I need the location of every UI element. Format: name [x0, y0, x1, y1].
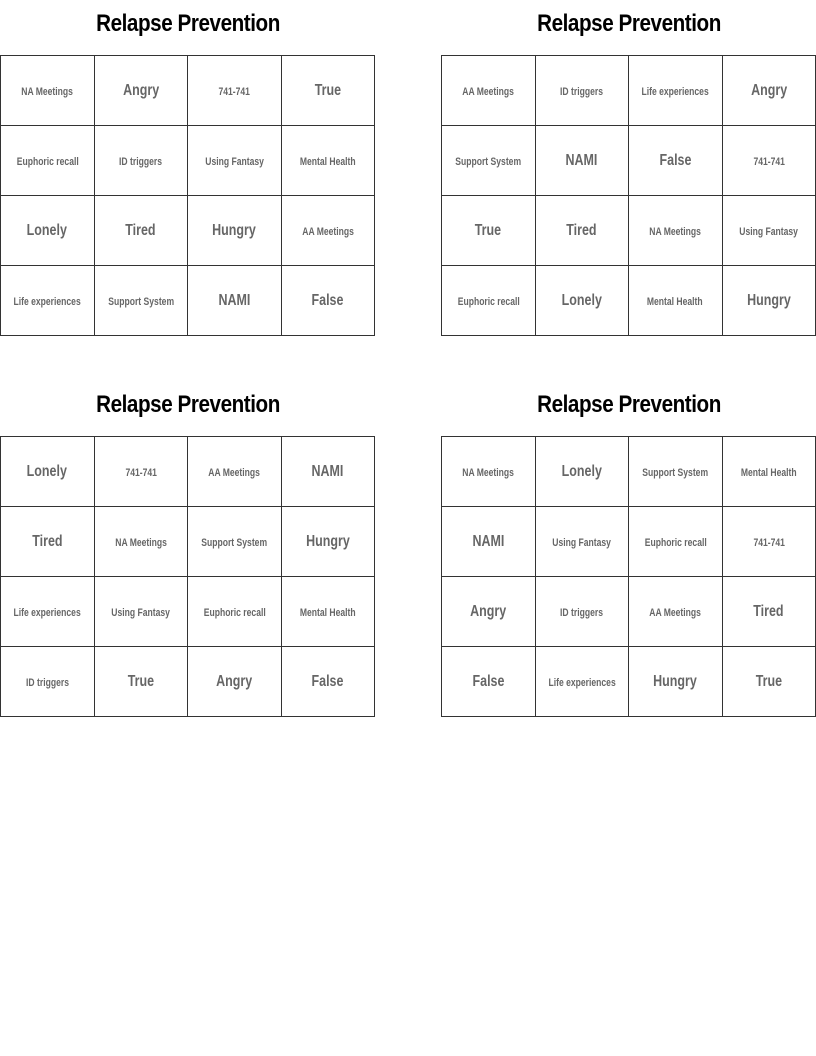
bingo-cell: Mental Health	[722, 437, 816, 507]
bingo-cell: False	[442, 647, 536, 717]
bingo-cell: False	[281, 647, 375, 717]
bingo-cell: False	[629, 126, 723, 196]
bingo-cell: NAMI	[535, 126, 629, 196]
bingo-cell: True	[281, 56, 375, 126]
card-title: Relapse Prevention	[537, 10, 721, 37]
bingo-grid	[0, 436, 375, 717]
bingo-cell: 741-741	[188, 56, 282, 126]
bingo-cell: Using Fantasy	[188, 126, 282, 196]
bingo-cell: Life experiences	[629, 56, 723, 126]
bingo-cell: NAMI	[281, 437, 375, 507]
bingo-cell: NA Meetings	[1, 56, 95, 126]
bingo-cell: Using Fantasy	[94, 577, 188, 647]
bingo-grid	[0, 55, 375, 336]
bingo-cell: Mental Health	[281, 126, 375, 196]
bingo-cell: Support System	[629, 437, 723, 507]
bingo-cell: Lonely	[535, 266, 629, 336]
bingo-cell: Hungry	[629, 647, 723, 717]
bingo-cell: ID triggers	[535, 56, 629, 126]
bingo-cell: Lonely	[1, 437, 95, 507]
bingo-cell: Tired	[1, 507, 95, 577]
bingo-cell: Hungry	[188, 196, 282, 266]
card-title: Relapse Prevention	[96, 391, 280, 418]
bingo-cell: Angry	[442, 577, 536, 647]
bingo-cell: Support System	[94, 266, 188, 336]
card-title: Relapse Prevention	[537, 391, 721, 418]
bingo-cell: NAMI	[188, 266, 282, 336]
bingo-cell: Euphoric recall	[629, 507, 723, 577]
bingo-cell: Mental Health	[629, 266, 723, 336]
bingo-cell: Life experiences	[1, 577, 95, 647]
bingo-cell: Hungry	[722, 266, 816, 336]
bingo-grid	[441, 436, 816, 717]
bingo-cell: Using Fantasy	[722, 196, 816, 266]
bingo-cell: ID triggers	[535, 577, 629, 647]
bingo-cell: 741-741	[722, 126, 816, 196]
bingo-cell: Euphoric recall	[1, 126, 95, 196]
bingo-cell: Life experiences	[535, 647, 629, 717]
bingo-cell: Tired	[722, 577, 816, 647]
bingo-cell: Euphoric recall	[442, 266, 536, 336]
bingo-cell: 741-741	[722, 507, 816, 577]
bingo-cell: AA Meetings	[442, 56, 536, 126]
bingo-cell: Mental Health	[281, 577, 375, 647]
bingo-cell: Lonely	[535, 437, 629, 507]
bingo-cell: Lonely	[1, 196, 95, 266]
bingo-cell: Tired	[94, 196, 188, 266]
bingo-cell: Hungry	[281, 507, 375, 577]
bingo-cell: False	[281, 266, 375, 336]
bingo-grid	[441, 55, 816, 336]
bingo-cell: Tired	[535, 196, 629, 266]
bingo-cell: Support System	[188, 507, 282, 577]
card-title: Relapse Prevention	[96, 10, 280, 37]
bingo-cell: Euphoric recall	[188, 577, 282, 647]
bingo-cell: AA Meetings	[281, 196, 375, 266]
bingo-cell: 741-741	[94, 437, 188, 507]
bingo-cell: True	[94, 647, 188, 717]
bingo-cell: NA Meetings	[629, 196, 723, 266]
bingo-cell: NAMI	[442, 507, 536, 577]
bingo-cell: True	[722, 647, 816, 717]
bingo-cell: Using Fantasy	[535, 507, 629, 577]
bingo-cell: True	[442, 196, 536, 266]
bingo-cell: Angry	[722, 56, 816, 126]
bingo-cell: Support System	[442, 126, 536, 196]
bingo-cell: NA Meetings	[94, 507, 188, 577]
bingo-cell: ID triggers	[1, 647, 95, 717]
bingo-cell: Angry	[188, 647, 282, 717]
bingo-cell: Life experiences	[1, 266, 95, 336]
bingo-cell: AA Meetings	[188, 437, 282, 507]
bingo-cell: AA Meetings	[629, 577, 723, 647]
bingo-cell: ID triggers	[94, 126, 188, 196]
bingo-cell: Angry	[94, 56, 188, 126]
bingo-cell: NA Meetings	[442, 437, 536, 507]
